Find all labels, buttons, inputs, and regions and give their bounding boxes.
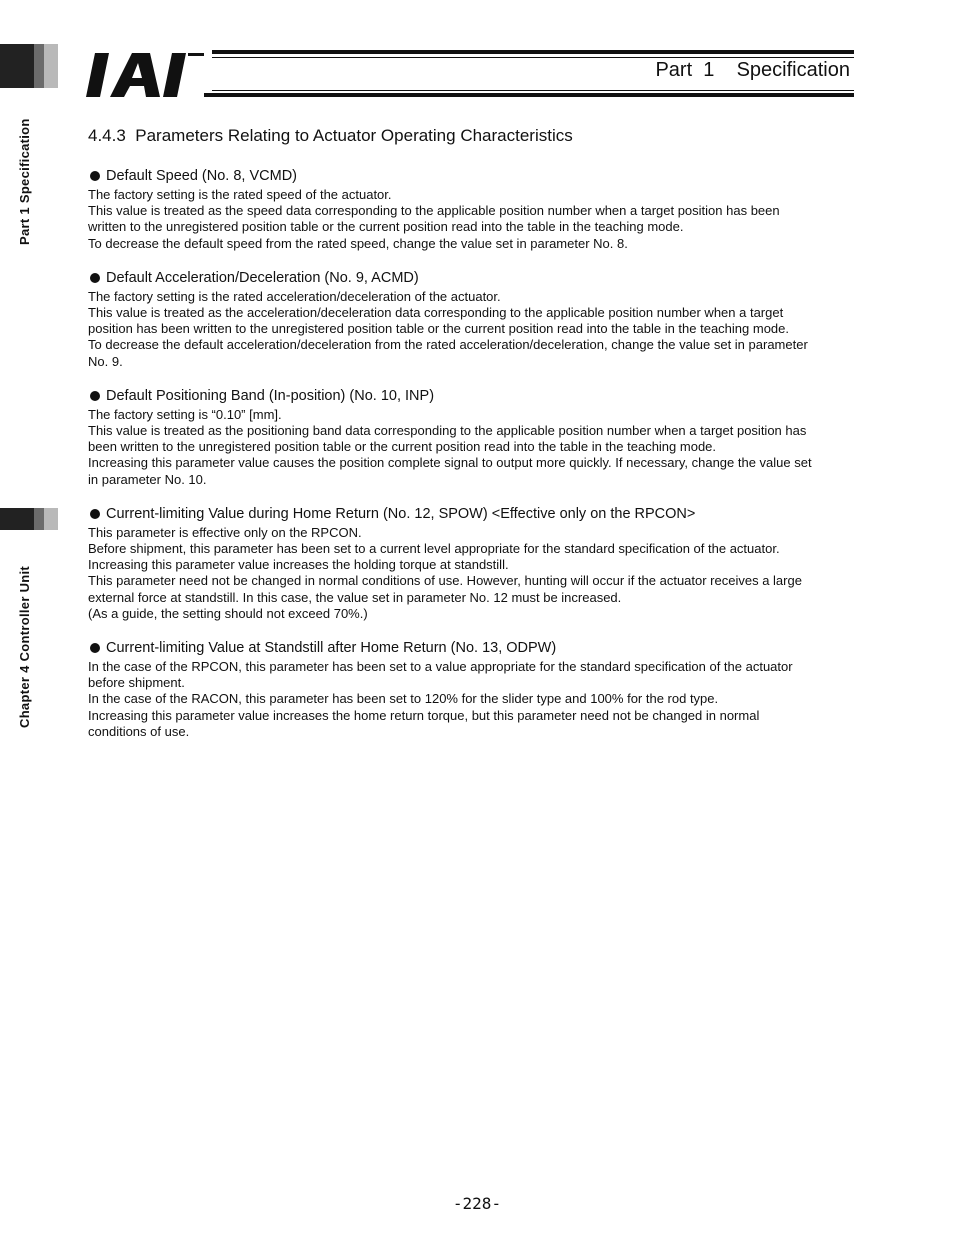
body-text-line: The factory setting is the rated acceleration/deceleration of the actuator. [88, 288, 501, 304]
body-text-line: before shipment. [88, 675, 185, 691]
body-text-line: To decrease the default speed from the rated speed, change the value set in parameter No. 8. [88, 235, 628, 251]
body-text-line: Increasing this parameter value increases the holding torque at standstill. [88, 557, 509, 573]
parameter-heading [90, 388, 868, 404]
body-text-line: written to the unregistered position table or the current position read into the table in the teaching mode. [88, 219, 684, 235]
chapter-tab-marker [0, 508, 58, 530]
parameter-list [88, 168, 868, 740]
part-tab-marker [0, 44, 58, 88]
parameter-heading [90, 168, 868, 184]
parameter-item [88, 506, 868, 622]
body-text-line: conditions of use. [88, 723, 190, 739]
header-title: Part 1 Specification [655, 59, 850, 81]
bullet-icon [90, 391, 100, 401]
parameter-heading-text: Default Positioning Band (In-position) (No. 10, INP) [106, 387, 435, 404]
bullet-icon [90, 509, 100, 519]
body-text-line: Increasing this parameter value increases the home return torque, but this parameter need not be changed in normal [88, 707, 760, 723]
side-part-label: Part 1 Specification [17, 118, 32, 245]
body-text-line: This value is treated as the positioning band data corresponding to the applicable position number when a target position has [88, 423, 807, 439]
page-number: -228- [452, 1194, 502, 1213]
body-text-line: The factory setting is “0.10” [mm]. [88, 406, 282, 422]
body-text-line: position has been written to the unregistered position table or the current position read into the table in the teaching mode. [88, 321, 790, 337]
body-text-line: This value is treated as the speed data corresponding to the applicable position number when a target position has been [88, 203, 780, 219]
body-text-line: To decrease the default acceleration/deceleration from the rated acceleration/deceleration, change the value set in parameter [88, 337, 808, 353]
parameter-item [88, 640, 868, 740]
body-text-line: This parameter is effective only on the RPCON. [88, 524, 362, 540]
bullet-icon [90, 643, 100, 653]
parameter-heading-text: Default Acceleration/Deceleration (No. 9, ACMD) [106, 269, 419, 286]
parameter-item [88, 270, 868, 370]
parameter-heading-text: Current-limiting Value at Standstill after Home Return (No. 13, ODPW) [106, 640, 557, 657]
section-title: 4.4.3 Parameters Relating to Actuator Operating Characteristics [88, 126, 573, 145]
header-rule [212, 50, 854, 54]
body-text-line: Increasing this parameter value causes the position complete signal to output more quickly. If necessary, change the value set [88, 455, 812, 471]
body-text-line: The factory setting is the rated speed of the actuator. [88, 187, 392, 202]
bullet-icon [90, 171, 100, 181]
body-text-line: In the case of the RPCON, this parameter has been set to a value appropriate for the standard specification of the actuator [88, 659, 793, 675]
header-rule [204, 93, 854, 97]
body-text-line: In the case of the RACON, this parameter has been set to 120% for the slider type and 100% for the rod type. [88, 691, 719, 707]
main-content [88, 126, 868, 758]
body-text-line: (As a guide, the setting should not exceed 70%.) [88, 605, 368, 621]
body-text-line: This value is treated as the acceleration/deceleration data corresponding to the applicable position number when a target [88, 305, 784, 321]
parameter-heading-text: Current-limiting Value during Home Return (No. 12, SPOW) <Effective only on the RPCON> [106, 505, 696, 522]
body-text-line: This parameter need not be changed in normal conditions of use. However, hunting will occur if the actuator receives a large [88, 573, 802, 589]
body-text-line: No. 9. [88, 353, 123, 369]
body-text-line: been written to the unregistered position table or the current position read into the table in the teaching mode. [88, 439, 717, 455]
body-text-line: in parameter No. 10. [88, 471, 207, 487]
parameter-item [88, 388, 868, 488]
header-rule [212, 90, 854, 91]
side-chapter-label: Chapter 4 Controller Unit [17, 565, 32, 728]
parameter-heading-text: Default Speed (No. 8, VCMD) [106, 168, 297, 184]
body-text-line: Before shipment, this parameter has been set to a current level appropriate for the standard specification of the actuator. [88, 541, 780, 557]
parameter-heading [90, 270, 868, 286]
body-text-line: external force at standstill. In this case, the value set in parameter No. 12 must be increased. [88, 589, 622, 605]
parameter-heading [90, 506, 868, 522]
header-rule [212, 57, 854, 58]
bullet-icon [90, 273, 100, 283]
parameter-heading [90, 640, 868, 656]
iai-logo [86, 52, 204, 98]
parameter-item [88, 168, 868, 252]
